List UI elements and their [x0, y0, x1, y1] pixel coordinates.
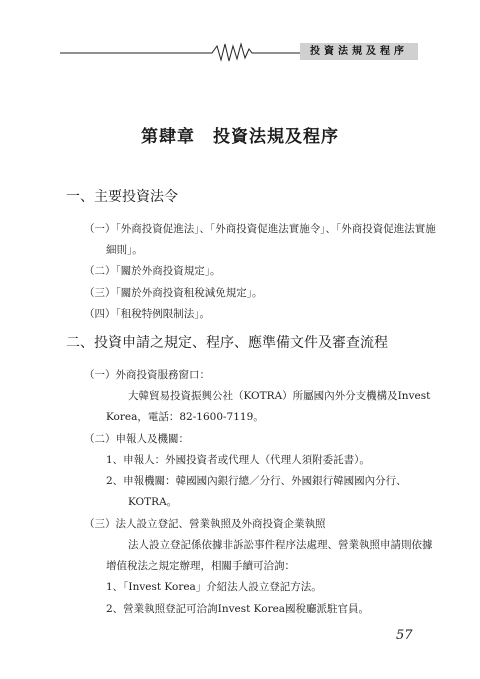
heartbeat-line-icon: [60, 40, 300, 64]
list-item: （一）「外商投資促進法」、「外商投資促進法實施令」、「外商投資促進法實施: [84, 223, 436, 235]
chapter-title: 第肆章 投資法規及程序: [141, 127, 339, 147]
list-item: 1、「Invest Korea」介紹法人設立登記方法。: [106, 581, 322, 593]
list-item: 1、申報人：外國投資者或代理人（代理人須附委託書）。: [106, 454, 370, 466]
list-item: 2、申報機關：韓國國內銀行總／分行、外國銀行韓國國內分行、: [106, 475, 407, 487]
paragraph-line: 增值稅法之規定辦理，相關手續可洽詢：: [106, 560, 295, 572]
subsection-heading: （三）法人設立登記、營業執照及外商投資企業執照: [84, 518, 326, 530]
section-heading-1: 一、主要投資法令: [66, 189, 178, 205]
list-item: （三）「關於外商投資租稅減免規定」。: [84, 287, 263, 299]
list-item-continuation: 細則」。: [106, 244, 143, 256]
paragraph-line: 法人設立登記係依據非訴訟事件程序法處理、營業執照申請則依據: [128, 539, 433, 551]
section-heading-2: 二、投資申請之規定、程序、應準備文件及審查流程: [66, 335, 388, 351]
paragraph-line: 大韓貿易投資振興公社（KOTRA）所屬國內外分支機構及Invest: [128, 390, 431, 402]
list-item-continuation: KOTRA。: [128, 496, 178, 508]
paragraph-line: Korea，電話：82-1600-7119。: [106, 411, 264, 423]
list-item: （二）「關於外商投資規定」。: [84, 265, 221, 277]
list-item: 2、營業執照登記可洽詢Invest Korea國稅廳派駐官員。: [106, 603, 370, 615]
running-header: [0, 40, 480, 64]
header-label: 投資法規及程序: [300, 43, 418, 60]
list-item: （四）「租稅特例限制法」。: [84, 308, 210, 320]
subsection-heading: （二）申報人及機關：: [84, 433, 189, 445]
subsection-heading: （一）外商投資服務窗口：: [84, 369, 210, 381]
page-number: 57: [396, 628, 413, 643]
